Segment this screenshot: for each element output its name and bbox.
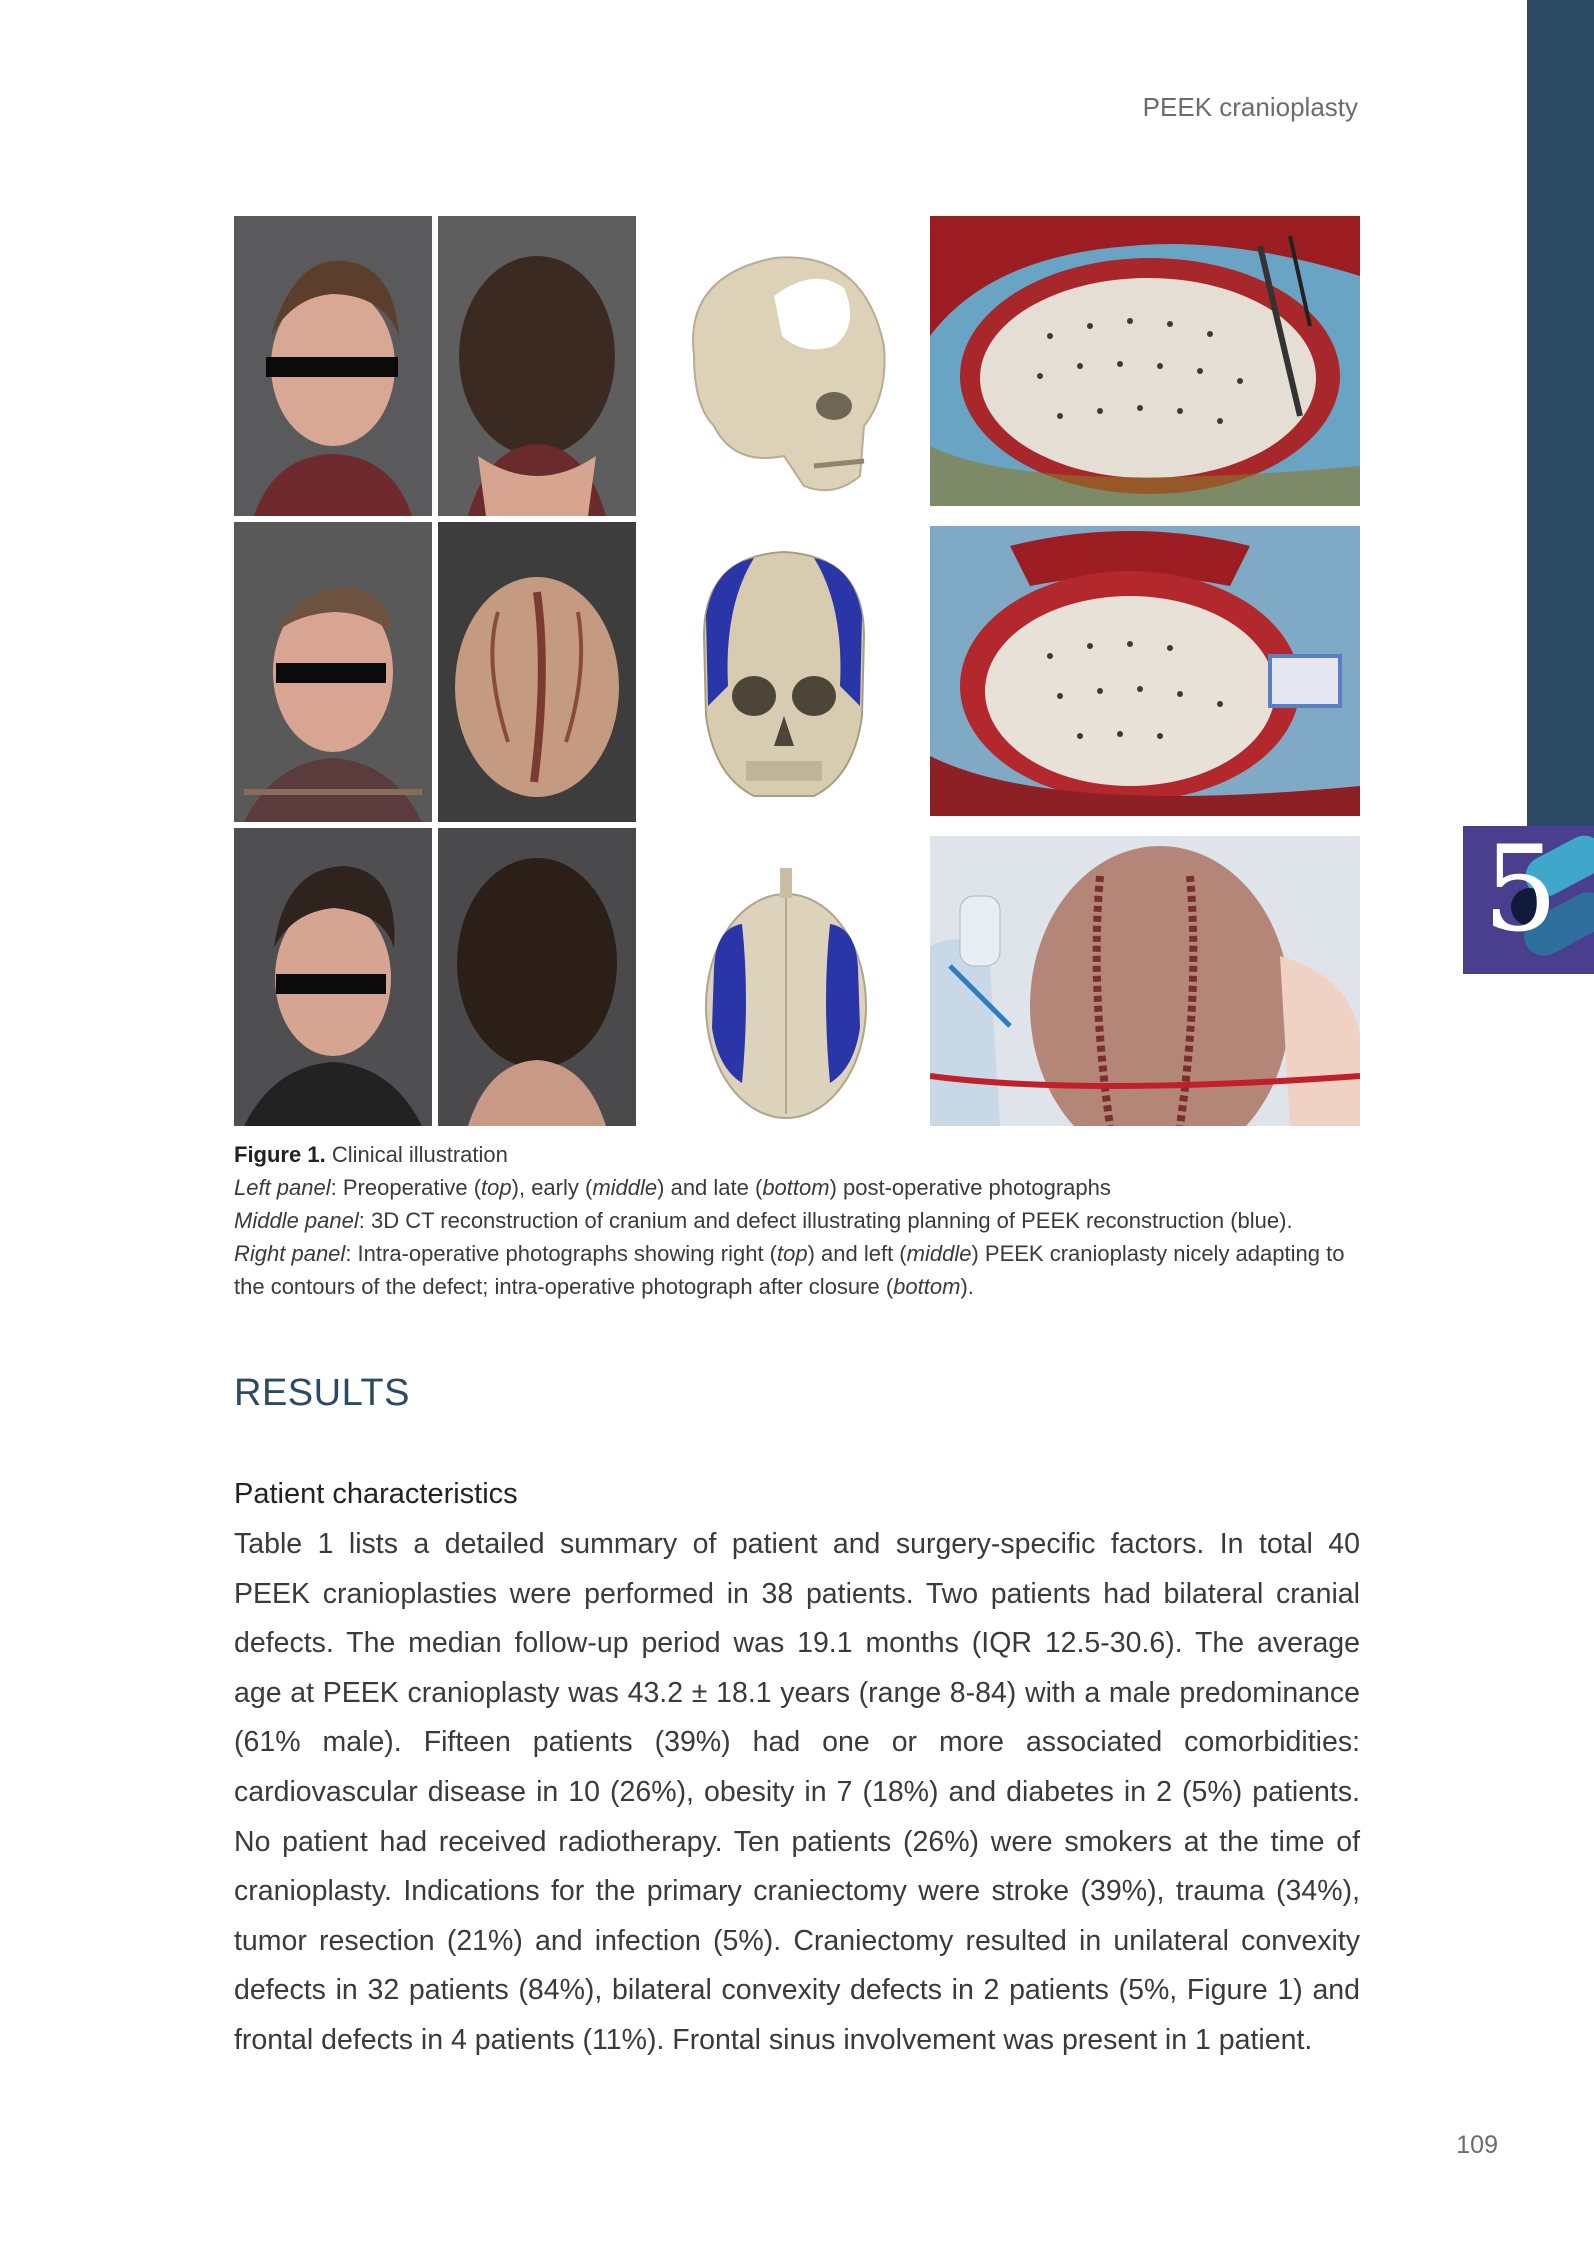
body-line: defects. The median follow-up period was 19.1 months (IQR 12.5-30.6). The average (234, 1627, 1360, 1660)
body-line: frontal defects in 4 patients (11%). Frontal sinus involvement was present in 1 patient. (234, 2023, 1313, 2056)
late-postop-back-photo (438, 828, 636, 1126)
caption-right-panel: Right panel: Intra-operative photographs showing right (top) and left (middle) PEEK cranioplasty nicely adapting to (234, 1241, 1345, 1266)
body-line: (61% male). Fifteen patients (39%) had one or more associated comorbidities: (234, 1726, 1360, 1759)
subsection-heading: Patient characteristics (234, 1478, 518, 1510)
caption-right-panel-line2: the contours of the defect; intra-operative photograph after closure (bottom). (234, 1274, 974, 1299)
early-postop-back-photo (438, 522, 636, 822)
intraop-left-photo (930, 526, 1360, 816)
chapter-sidebar (1527, 0, 1594, 835)
chapter-number: 5 (1483, 826, 1559, 958)
figure-title: Clinical illustration (331, 1142, 508, 1167)
eye-censor-bar (276, 974, 386, 994)
late-postop-front-photo (234, 828, 432, 1126)
running-head: PEEK cranioplasty (1142, 92, 1358, 122)
body-line: cranioplasty. Indications for the primary craniectomy were stroke (39%), trauma (34%), (234, 1875, 1360, 1908)
early-postop-front-photo (234, 522, 432, 822)
eye-censor-bar (266, 357, 398, 377)
body-line: cardiovascular disease in 10 (26%), obesity in 7 (18%) and diabetes in 2 (5%) patients. (234, 1775, 1360, 1808)
body-line: defects in 32 patients (84%), bilateral convexity defects in 2 patients (5%, Figure 1) and (234, 1974, 1360, 2007)
body-line: No patient had received radiotherapy. Ten patients (26%) were smokers at the time of (234, 1825, 1360, 1858)
ct-skull-lateral (664, 236, 904, 506)
body-line: age at PEEK cranioplasty was 43.2 ± 18.1 years (range 8-84) with a male predominance (234, 1676, 1360, 1709)
caption-middle-panel: Middle panel: 3D CT reconstruction of cranium and defect illustrating planning of PEEK reconstruction (blue). (234, 1208, 1293, 1233)
preop-front-photo (234, 216, 432, 516)
ct-skull-frontal (684, 546, 884, 808)
figure-label: Figure 1. (234, 1142, 326, 1167)
ct-skull-top (696, 868, 876, 1126)
chapter-tab[interactable] (1463, 826, 1594, 974)
section-heading-results: RESULTS (234, 1372, 410, 1414)
figure-1 (234, 216, 1360, 1126)
body-line: tumor resection (21%) and infection (5%). Craniectomy resulted in unilateral convexity (234, 1924, 1360, 1957)
figure-caption (234, 1138, 1360, 1303)
intraop-right-photo (930, 216, 1360, 506)
page-number: 109 (1456, 2131, 1498, 2159)
caption-left-panel: Left panel: Preoperative (top), early (middle) and late (bottom) post-operative photographs (234, 1175, 1111, 1200)
postclosure-photo (930, 836, 1360, 1126)
eye-censor-bar (276, 663, 386, 683)
body-line: Table 1 lists a detailed summary of patient and surgery-specific factors. In total 40 (234, 1528, 1360, 1560)
caption-title-line (234, 1138, 1360, 1171)
body-line: PEEK cranioplasties were performed in 38 patients. Two patients had bilateral cranial (234, 1577, 1360, 1610)
preop-back-photo (438, 216, 636, 516)
body-paragraph (234, 1520, 1360, 2066)
